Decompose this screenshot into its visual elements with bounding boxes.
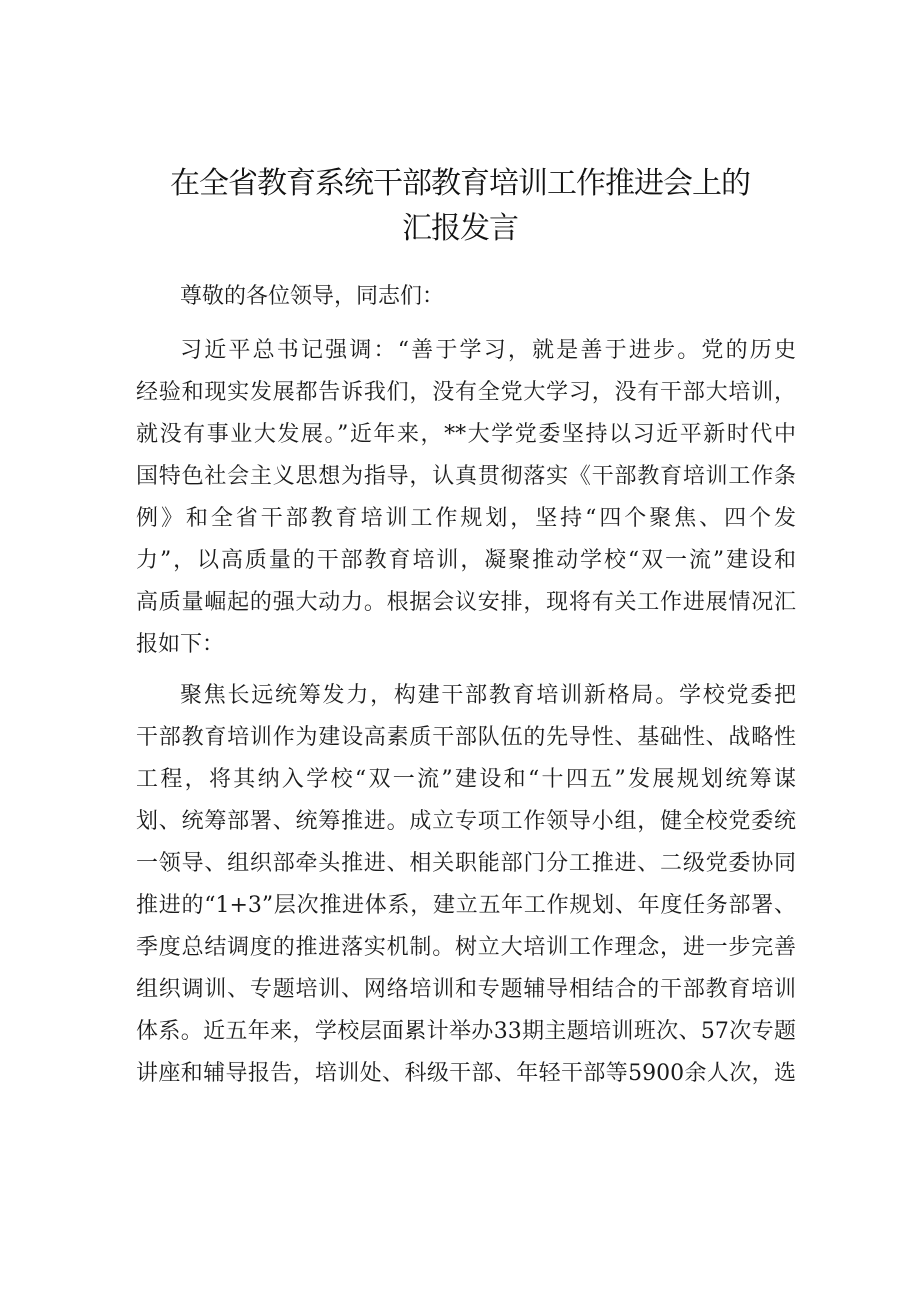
paragraph-2-line: 干部教育培训作为建设高素质干部队伍的先导性、基础性、战略性 — [136, 725, 796, 750]
paragraph-1-line: 国特色社会主义思想为指导，认真贯彻落实《干部教育培训工作条 — [136, 464, 796, 489]
paragraph-1-line: 经验和现实发展都告诉我们，没有全党大学习，没有干部大培训， — [136, 380, 796, 405]
paragraph-2-line: 一领导、组织部牵头推进、相关职能部门分工推进、二级党委协同 — [136, 851, 796, 876]
paragraph-2-line: 推进的“1+3”层次推进体系，建立五年工作规划、年度任务部署、 — [136, 893, 796, 918]
paragraph-2-line: 工程，将其纳入学校“双一流”建设和“十四五”发展规划统筹谋 — [136, 767, 796, 792]
paragraph-2-line: 组织调训、专题培训、网络培训和专题辅导相结合的干部教育培训 — [136, 977, 796, 1002]
salutation: 尊敬的各位领导，同志们： — [180, 284, 445, 309]
paragraph-2-line: 聚焦长远统筹发力，构建干部教育培训新格局。学校党委把 — [180, 683, 796, 708]
paragraph-1-line: 习近平总书记强调：“善于学习，就是善于进步。党的历史 — [180, 338, 796, 363]
document-title-line-2: 汇报发言 — [402, 211, 518, 246]
paragraph-1-line: 力”，以高质量的干部教育培训，凝聚推动学校“双一流”建设和 — [136, 548, 796, 573]
paragraph-2-line: 季度总结调度的推进落实机制。树立大培训工作理念，进一步完善 — [136, 935, 796, 960]
paragraph-1-line: 就没有事业大发展。”近年来，**大学党委坚持以习近平新时代中 — [136, 422, 796, 447]
document-title-line-1: 在全省教育系统干部教育培训工作推进会上的 — [170, 166, 750, 201]
paragraph-2-line: 讲座和辅导报告，培训处、科级干部、年轻干部等5900余人次，选 — [136, 1061, 796, 1086]
paragraph-2-line: 划、统筹部署、统筹推进。成立专项工作领导小组，健全校党委统 — [136, 809, 796, 834]
paragraph-1-line: 例》和全省干部教育培训工作规划，坚持“四个聚焦、四个发 — [136, 506, 796, 531]
paragraph-2-line: 体系。近五年来，学校层面累计举办33期主题培训班次、57次专题 — [136, 1019, 796, 1044]
paragraph-1-line: 报如下： — [136, 632, 225, 657]
paragraph-1-line: 高质量崛起的强大动力。根据会议安排，现将有关工作进展情况汇 — [136, 590, 796, 615]
